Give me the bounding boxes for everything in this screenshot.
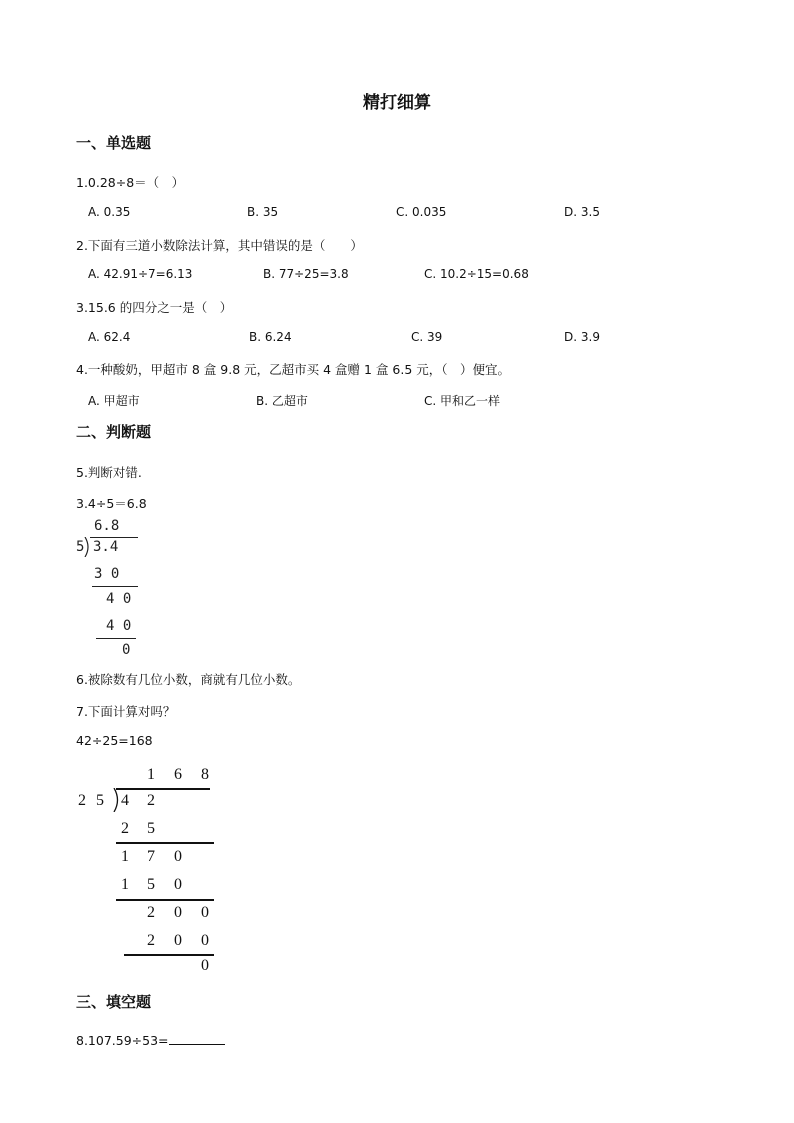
q1-option-d[interactable]: D. 3.5 bbox=[564, 205, 600, 219]
section-heading-true-false: 二、判断题 bbox=[76, 423, 152, 441]
q7-quotient-digit: 1 bbox=[147, 766, 155, 783]
q5-dividend: 3.4 bbox=[93, 539, 119, 555]
q3-option-c[interactable]: C. 39 bbox=[411, 330, 443, 344]
question-6: 6.被除数有几位小数，商就有几位小数。 bbox=[76, 672, 301, 687]
q7-step-digit: 7 bbox=[147, 848, 155, 865]
q1-option-b[interactable]: B. 35 bbox=[247, 205, 279, 219]
question-1: 1.0.28÷8＝（ ） bbox=[76, 175, 185, 190]
question-7: 7.下面计算对吗？ bbox=[76, 704, 176, 719]
q7-step-digit: 0 bbox=[201, 932, 209, 949]
q7-step-digit: 0 bbox=[174, 876, 182, 893]
q7-divisor-digit: 5 bbox=[96, 792, 104, 809]
section-heading-single-choice: 一、单选题 bbox=[76, 134, 152, 152]
q2-option-c[interactable]: C. 10.2÷15=0.68 bbox=[424, 267, 529, 281]
q7-step-digit: 5 bbox=[147, 876, 155, 893]
q5-row-1: 3 0 bbox=[94, 566, 120, 582]
q7-dividend-digit: 4 bbox=[121, 792, 129, 809]
q7-divisor-digit: 2 bbox=[78, 792, 86, 809]
q4-option-c[interactable]: C. 甲和乙一样 bbox=[424, 394, 501, 408]
q3-option-d[interactable]: D. 3.9 bbox=[564, 330, 600, 344]
section-heading-fill-blank: 三、填空题 bbox=[76, 993, 152, 1011]
q7-remainder: 0 bbox=[201, 957, 209, 974]
question-5: 5.判断对错. bbox=[76, 465, 142, 480]
q7-step-digit: 2 bbox=[121, 820, 129, 837]
division-bracket-icon bbox=[84, 537, 92, 557]
q5-row-2: 4 0 bbox=[106, 591, 132, 607]
q8-text: 8.107.59÷53= bbox=[76, 1033, 169, 1048]
question-2: 2.下面有三道小数除法计算，其中错误的是（ ） bbox=[76, 238, 363, 253]
q1-option-a[interactable]: A. 0.35 bbox=[88, 205, 131, 219]
q5-equation: 3.4÷5＝6.8 bbox=[76, 496, 147, 511]
q7-step-digit: 0 bbox=[174, 848, 182, 865]
q3-option-a[interactable]: A. 62.4 bbox=[88, 330, 131, 344]
q7-step-digit: 2 bbox=[147, 904, 155, 921]
q7-step-digit: 1 bbox=[121, 848, 129, 865]
question-3: 3.15.6 的四分之一是（ ） bbox=[76, 300, 233, 315]
q3-option-b[interactable]: B. 6.24 bbox=[249, 330, 292, 344]
q4-option-a[interactable]: A. 甲超市 bbox=[88, 394, 140, 408]
q5-row-4: 0 bbox=[122, 642, 131, 658]
q7-step-digit: 1 bbox=[121, 876, 129, 893]
q5-quotient: 6.8 bbox=[94, 518, 120, 534]
q5-divisor: 5 bbox=[76, 539, 85, 555]
q7-step-digit: 2 bbox=[147, 932, 155, 949]
q2-option-a[interactable]: A. 42.91÷7=6.13 bbox=[88, 267, 193, 281]
q7-dividend-digit: 2 bbox=[147, 792, 155, 809]
q7-equation: 42÷25=168 bbox=[76, 733, 153, 748]
division-bracket-icon bbox=[112, 788, 121, 812]
question-4: 4.一种酸奶，甲超市 8 盒 9.8 元，乙超市买 4 盒赠 1 盒 6.5 元，（ ）便宜。 bbox=[76, 362, 511, 377]
q4-option-b[interactable]: B. 乙超市 bbox=[256, 394, 308, 408]
q7-step-digit: 0 bbox=[174, 904, 182, 921]
q7-step-digit: 5 bbox=[147, 820, 155, 837]
page-title: 精打细算 bbox=[363, 93, 431, 113]
question-8 bbox=[76, 1032, 225, 1048]
q7-step-digit: 0 bbox=[174, 932, 182, 949]
q7-step-digit: 0 bbox=[201, 904, 209, 921]
q2-option-b[interactable]: B. 77÷25=3.8 bbox=[263, 267, 349, 281]
q7-long-division bbox=[76, 762, 226, 977]
answer-blank[interactable] bbox=[169, 1032, 225, 1045]
q5-row-3: 4 0 bbox=[106, 618, 132, 634]
q5-long-division bbox=[76, 516, 156, 666]
q7-quotient-digit: 6 bbox=[174, 766, 182, 783]
q1-option-c[interactable]: C. 0.035 bbox=[396, 205, 447, 219]
q7-quotient-digit: 8 bbox=[201, 766, 209, 783]
